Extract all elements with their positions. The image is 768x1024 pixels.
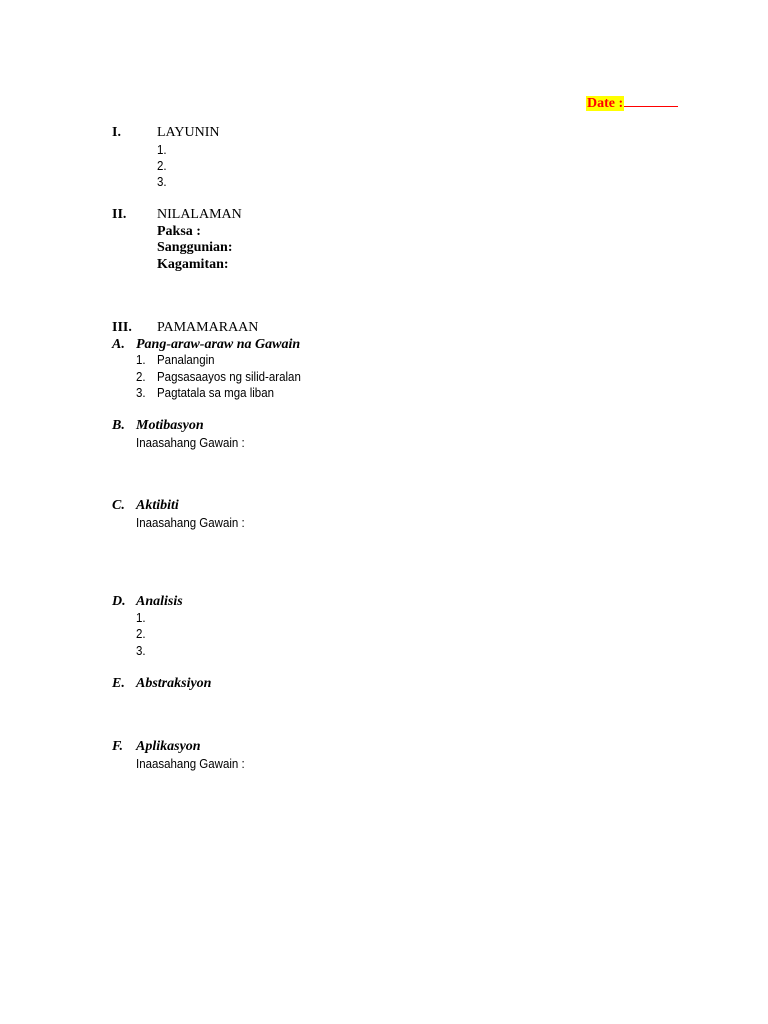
date-label: Date : xyxy=(587,96,624,111)
field-sanggunian: Sanggunian: xyxy=(157,240,233,255)
subsection-letter-a: A. xyxy=(112,337,125,352)
gawain-item-text: Panalangin xyxy=(157,353,215,367)
section-numeral-1: I. xyxy=(112,125,121,140)
subsection-letter-b: B. xyxy=(112,418,125,433)
analisis-item: 3. xyxy=(136,644,146,658)
section-title-pamamaraan: PAMAMARAAN xyxy=(157,320,259,335)
gawain-item-text: Pagtatala sa mga liban xyxy=(157,386,274,400)
layunin-item: 2. xyxy=(157,159,167,173)
subsection-letter-f: F. xyxy=(112,739,124,754)
section-numeral-2: II. xyxy=(112,207,127,222)
subsection-letter-c: C. xyxy=(112,498,125,513)
section-numeral-3: III. xyxy=(112,320,132,335)
analisis-item: 2. xyxy=(136,627,146,641)
date-field xyxy=(586,93,678,112)
section-title-layunin: LAYUNIN xyxy=(157,125,220,140)
subsection-title-b: Motibasyon xyxy=(136,418,204,433)
layunin-item: 3. xyxy=(157,175,167,189)
section-title-nilalaman: NILALAMAN xyxy=(157,207,242,222)
subsection-title-c: Aktibiti xyxy=(136,498,179,513)
subsection-title-a: Pang-araw-araw na Gawain xyxy=(136,337,301,352)
inaasahang-gawain-note: Inaasahang Gawain : xyxy=(136,436,245,450)
subsection-title-f: Aplikasyon xyxy=(136,739,201,754)
layunin-item: 1. xyxy=(157,143,167,157)
gawain-item-number: 1. xyxy=(136,353,146,367)
subsection-letter-e: E. xyxy=(112,676,125,691)
analisis-item: 1. xyxy=(136,611,146,625)
date-blank-line xyxy=(624,93,678,107)
gawain-item-text: Pagsasaayos ng silid-aralan xyxy=(157,370,301,384)
subsection-title-e: Abstraksiyon xyxy=(136,676,212,691)
subsection-title-d: Analisis xyxy=(136,594,183,609)
gawain-item-number: 3. xyxy=(136,386,146,400)
gawain-item-number: 2. xyxy=(136,370,146,384)
inaasahang-gawain-note: Inaasahang Gawain : xyxy=(136,516,245,530)
inaasahang-gawain-note: Inaasahang Gawain : xyxy=(136,757,245,771)
subsection-letter-d: D. xyxy=(112,594,126,609)
field-kagamitan: Kagamitan: xyxy=(157,257,229,272)
field-paksa: Paksa : xyxy=(157,224,201,239)
